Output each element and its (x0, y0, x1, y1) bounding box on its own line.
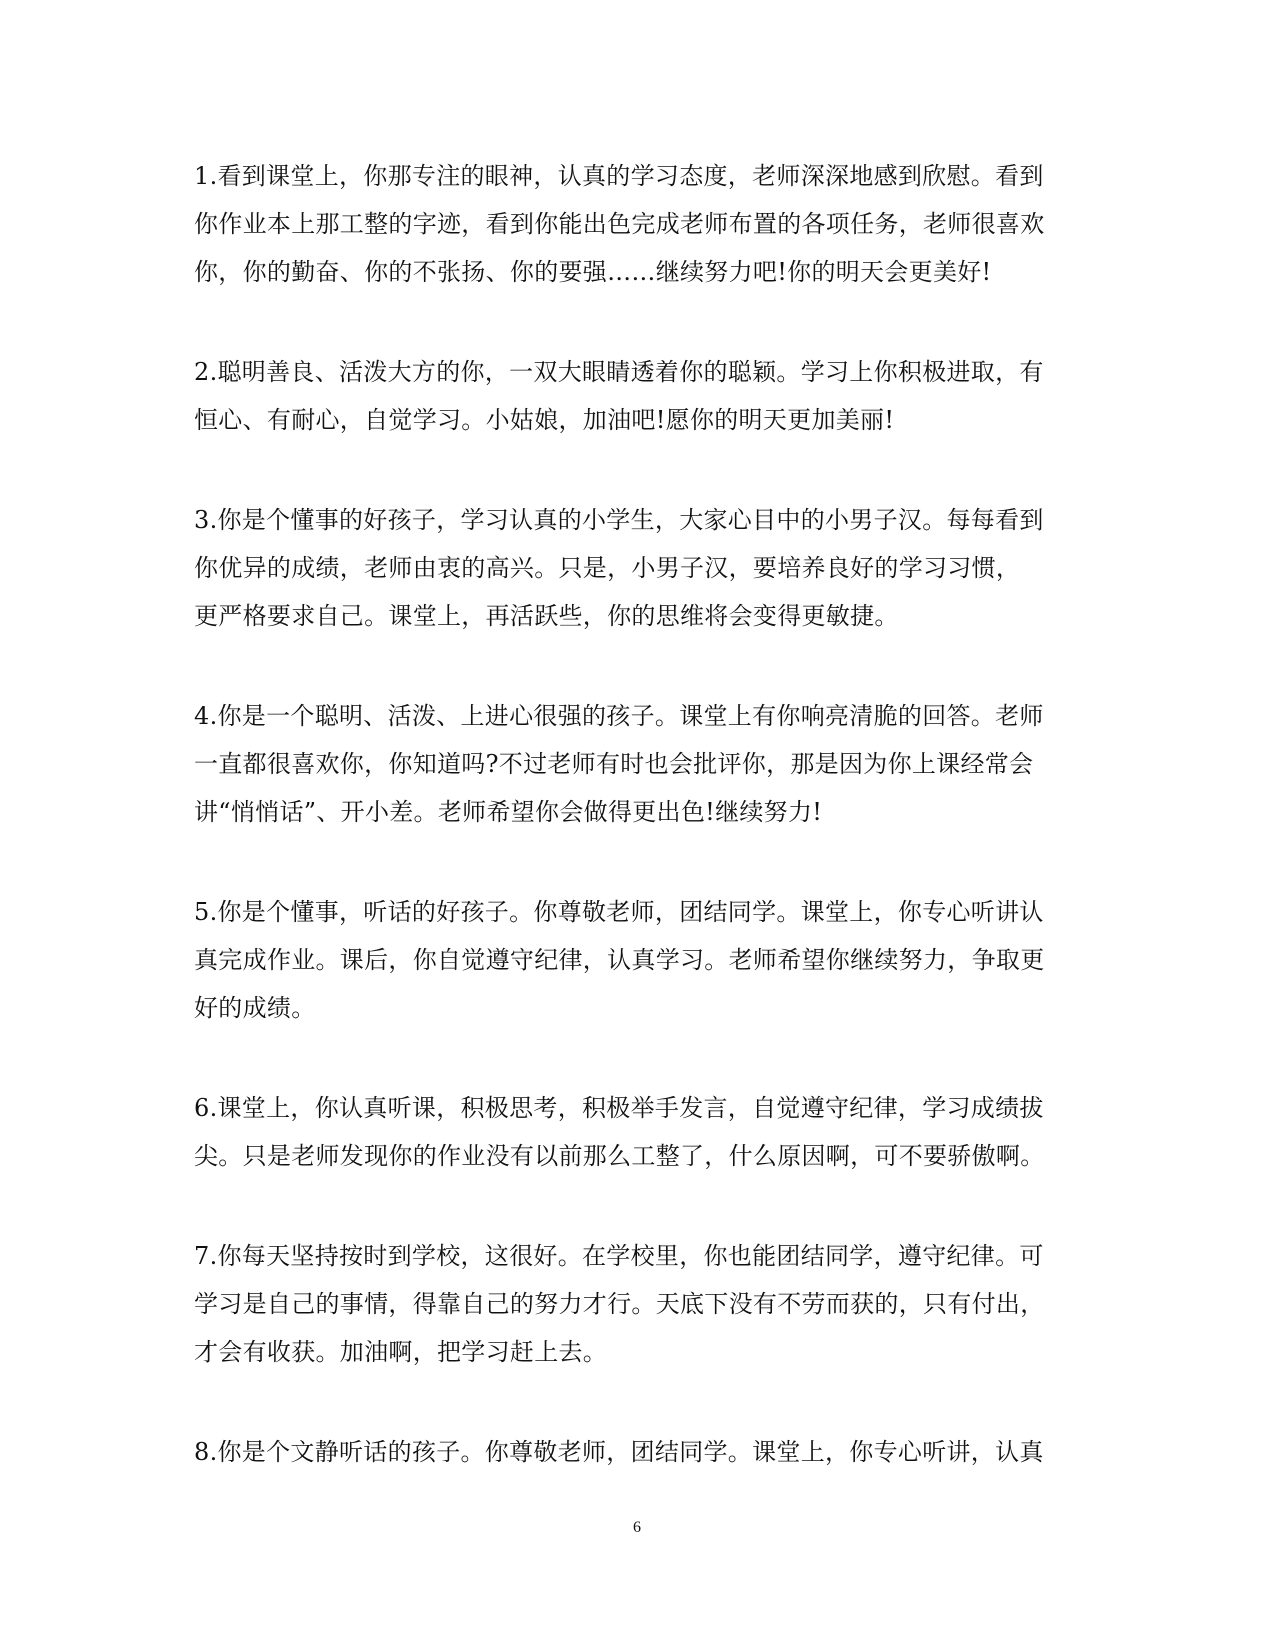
paragraph-spacer (194, 1376, 1084, 1428)
paragraph-line: 尖。只是老师发现你的作业没有以前那么工整了，什么原因啊，可不要骄傲啊。 (194, 1142, 1045, 1170)
comment-paragraph (194, 1084, 1084, 1180)
paragraph-line: 6.课堂上，你认真听课，积极思考，积极举手发言，自觉遵守纪律，学习成绩拔 (194, 1094, 1044, 1122)
paragraph-line: 讲“悄悄话”、开小差。老师希望你会做得更出色!继续努力! (194, 798, 823, 826)
paragraph-spacer (194, 640, 1084, 692)
comment-paragraph (194, 1232, 1084, 1376)
paragraph-spacer (194, 1032, 1084, 1084)
paragraph-line: 你，你的勤奋、你的不张扬、你的要强……继续努力吧!你的明天会更美好! (194, 258, 992, 286)
paragraph-line: 才会有收获。加油啊，把学习赶上去。 (194, 1338, 608, 1366)
paragraph-line: 你作业本上那工整的字迹，看到你能出色完成老师布置的各项任务，老师很喜欢 (194, 210, 1045, 238)
page-number: 6 (633, 1519, 641, 1536)
comment-paragraph (194, 888, 1084, 1032)
paragraph-line: 更严格要求自己。课堂上，再活跃些，你的思维将会变得更敏捷。 (194, 602, 899, 630)
comment-paragraph (194, 496, 1084, 640)
paragraph-line: 1.看到课堂上，你那专注的眼神，认真的学习态度，老师深深地感到欣慰。看到 (194, 162, 1044, 190)
paragraph-line: 一直都很喜欢你，你知道吗?不过老师有时也会批评你，那是因为你上课经常会 (194, 750, 1034, 778)
paragraph-line: 好的成绩。 (194, 994, 316, 1022)
paragraph-spacer (194, 1180, 1084, 1232)
paragraph-line: 你优异的成绩，老师由衷的高兴。只是，小男子汉，要培养良好的学习习惯， (194, 554, 1021, 582)
comment-paragraph (194, 152, 1084, 296)
paragraph-line: 2.聪明善良、活泼大方的你，一双大眼睛透着你的聪颖。学习上你积极进取，有 (194, 358, 1044, 386)
paragraph-line: 5.你是个懂事，听话的好孩子。你尊敬老师，团结同学。课堂上，你专心听讲认 (194, 898, 1044, 926)
comment-paragraph (194, 348, 1084, 444)
paragraph-spacer (194, 444, 1084, 496)
paragraph-line: 7.你每天坚持按时到学校，这很好。在学校里，你也能团结同学，遵守纪律。可 (194, 1242, 1044, 1270)
paragraph-line: 3.你是个懂事的好孩子，学习认真的小学生，大家心目中的小男子汉。每每看到 (194, 506, 1044, 534)
comments-body (194, 152, 1084, 1476)
paragraph-spacer (194, 296, 1084, 348)
comment-paragraph (194, 692, 1084, 836)
paragraph-line: 恒心、有耐心，自觉学习。小姑娘，加油吧!愿你的明天更加美丽! (194, 406, 895, 434)
paragraph-spacer (194, 836, 1084, 888)
comment-paragraph (194, 1428, 1084, 1476)
paragraph-line: 真完成作业。课后，你自觉遵守纪律，认真学习。老师希望你继续努力，争取更 (194, 946, 1045, 974)
paragraph-line: 4.你是一个聪明、活泼、上进心很强的孩子。课堂上有你响亮清脆的回答。老师 (194, 702, 1044, 730)
paragraph-line: 8.你是个文静听话的孩子。你尊敬老师，团结同学。课堂上，你专心听讲，认真 (194, 1438, 1044, 1466)
paragraph-line: 学习是自己的事情，得靠自己的努力才行。天底下没有不劳而获的，只有付出， (194, 1290, 1045, 1318)
